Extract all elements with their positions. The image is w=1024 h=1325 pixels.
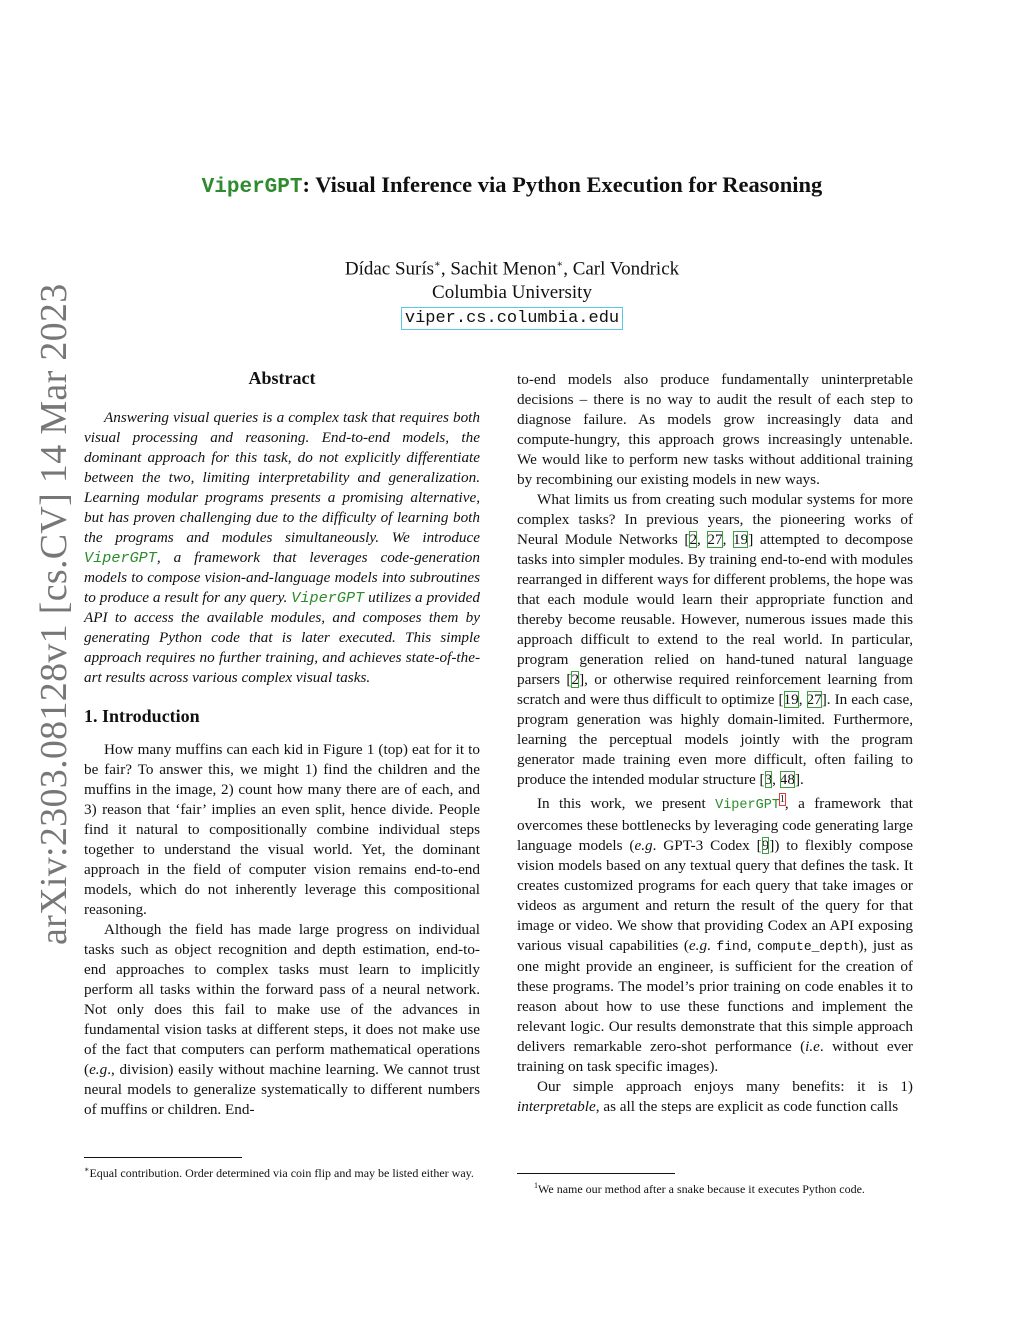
text-span: , a framework that overcomes these bottlenecks by leveraging code generating large language models ( bbox=[517, 795, 914, 855]
text-span: ], or otherwise required reinforcement learning from scratch and were thus difficult to optimize [ bbox=[517, 671, 913, 708]
text-span: ., division) easily without machine learning. We cannot trust neural models to generalize systematically to different numbers of muffins or children. End- bbox=[84, 1061, 480, 1118]
citation-link[interactable]: 3 bbox=[764, 771, 773, 788]
footnote-left bbox=[84, 1162, 480, 1181]
method-name: ViperGPT bbox=[715, 798, 780, 814]
footnote-right bbox=[534, 1178, 930, 1197]
method-name: ViperGPT bbox=[84, 549, 157, 567]
text-span: ]. In each case, program generation was highly domain-limited. Furthermore, learning the perceptual models jointly with the program generator made training even more difficult, often failing to produce the intended modular structure [ bbox=[517, 691, 913, 788]
citation-link[interactable]: 27 bbox=[707, 531, 723, 548]
abstract-heading: Abstract bbox=[248, 368, 316, 388]
text-span: e.g bbox=[688, 937, 708, 955]
text-span: . without ever training on task specific images). bbox=[517, 1038, 913, 1076]
left-column bbox=[84, 368, 480, 1120]
paper-title bbox=[0, 172, 1024, 199]
footnote-rule bbox=[517, 1173, 675, 1174]
citation-link[interactable]: 19 bbox=[783, 691, 799, 708]
author-block bbox=[0, 253, 1024, 330]
separator: , bbox=[563, 258, 573, 280]
footnote-link[interactable]: 1 bbox=[779, 794, 785, 805]
text-span: i.e bbox=[805, 1038, 820, 1056]
abstract-span: utilizes a provided API to access the available modules, and composes them by generating Python code that is later executed. This simple approach requires no further training, and achieves state-of-the-art results across various complex visual tasks. bbox=[84, 589, 480, 686]
citation-link[interactable]: 48 bbox=[779, 771, 795, 788]
citation-link[interactable]: 2 bbox=[571, 671, 580, 688]
text-span: e.g bbox=[89, 1061, 108, 1078]
text-span: What limits us from creating such modular systems for more complex tasks? In previous years, the pioneering works of Neural Module Networks [ bbox=[517, 491, 913, 548]
citation-link[interactable]: 9 bbox=[761, 837, 770, 855]
right-column bbox=[517, 370, 913, 1117]
code-identifier: find bbox=[716, 939, 748, 955]
intro-paragraph bbox=[517, 790, 913, 1077]
intro-paragraph: to-end models also produce fundamentally uninterpretable decisions – there is no way to audit the result of each step to diagnose failure. As models grow increasingly data and compute-hungry, this approach grows increasingly untenable. We would like to perform new tasks without additional training by recombining our existing models in new ways. bbox=[517, 371, 913, 488]
title-text: : Visual Inference via Python Execution for Reasoning bbox=[302, 172, 823, 197]
intro-paragraph bbox=[517, 1077, 913, 1117]
citation-link[interactable]: 19 bbox=[733, 531, 749, 548]
footnote-rule bbox=[84, 1157, 242, 1158]
arxiv-identifier: arXiv:2303.08128v1 [cs.CV] 14 Mar 2023 bbox=[33, 283, 75, 945]
footnote-mark: ∗ bbox=[84, 1165, 90, 1174]
text-span: Our simple approach enjoys many benefits: it is 1) bbox=[537, 1078, 913, 1096]
text-span: , as all the steps are explicit as code function calls bbox=[595, 1098, 899, 1116]
code-identifier: compute_depth bbox=[757, 939, 859, 955]
text-span: Although the field has made large progress on individual tasks such as object recognition and depth estimation, end-to-end approaches to complex tasks must learn to implicitly perform all tasks within the forward pass of a neural network. Not only does this fail to make use of the advances in fundamental vision tasks at different steps, it does not make use of the fact that computers can perform mathematical operations ( bbox=[84, 921, 480, 1078]
text-span: , bbox=[747, 937, 758, 955]
footnote-mark: 1 bbox=[534, 1181, 538, 1190]
author-name: Carl Vondrick bbox=[572, 258, 680, 280]
equal-contribution-mark: ∗ bbox=[556, 259, 564, 270]
intro-paragraph: What limits us from creating such modular systems for more complex tasks? In previous years, the pioneering works of Neural Module Networks [2, 27, 19] attempted to decompose tasks into simpler modules. By training end-to-end with modules rearranged in different ways for different problems, the hope was that each module would learn their appropriate function and thereby become reusable. However, numerous issues made this approach difficult to extend to the real world. In particular, program generation relied on hand-tuned natural language parsers [2], or otherwise required reinforcement learning from scratch and were thus difficult to optimize [19, 27]. In each case, program generation was highly domain-limited. Furthermore, learning the perceptual models jointly with the program generator made training even more difficult, often failing to produce the intended modular structure [3, 48]. bbox=[517, 491, 914, 788]
text-span: ]) to flexibly compose vision models based on any textual query that defines the task. It creates customized programs for each query that take images or videos as argument and return the result of the query for that image or video. We show that providing Codex an API exposing various visual capabilities ( bbox=[517, 837, 914, 955]
text-span: ] attempted to decompose tasks into simpler modules. By training end-to-end with modules rearranged in different ways for different problems, the hope was that each module would learn their appropriate function and thereby become reusable. However, numerous issues made this approach difficult to extend to the real world. In particular, program generation relied on hand-tuned natural language parsers [ bbox=[517, 531, 914, 688]
abstract-span: , a framework that leverages code-generation models to compose vision-and-language models into subroutines to produce a result for any query. bbox=[84, 549, 480, 606]
footnote-text: We name our method after a snake because it executes Python code. bbox=[538, 1182, 865, 1196]
text-span: ]. bbox=[794, 771, 804, 788]
text-span: ), just as one might provide an engineer, is sufficient for the creation of these programs. The model’s prior training on code enables it to reason about how to use these functions and implement the relevant logic. Our results demonstrate that this simple approach delivers remarkable zero-shot performance ( bbox=[517, 937, 914, 1056]
method-name: ViperGPT bbox=[291, 589, 365, 607]
abstract-text bbox=[84, 408, 480, 688]
equal-contribution-mark: ∗ bbox=[434, 259, 441, 270]
text-span: . GPT-3 Codex [ bbox=[652, 837, 762, 855]
footnote-text: Equal contribution. Order determined via coin flip and may be listed either way. bbox=[89, 1166, 474, 1180]
text-span: interpretable bbox=[517, 1098, 596, 1116]
author-list bbox=[0, 253, 1024, 281]
project-url-link[interactable]: viper.cs.columbia.edu bbox=[401, 307, 623, 330]
title-method-name: ViperGPT bbox=[201, 176, 303, 199]
section-heading-introduction: 1. Introduction bbox=[84, 706, 200, 726]
intro-paragraph bbox=[84, 920, 480, 1120]
citation-link[interactable]: 2 bbox=[689, 531, 698, 548]
separator: , bbox=[440, 258, 451, 280]
author-name: Dídac Surís bbox=[344, 258, 435, 280]
text-span: . bbox=[707, 937, 717, 955]
citation-link[interactable]: 27 bbox=[806, 691, 822, 708]
text-span: e.g bbox=[634, 837, 653, 855]
author-name: Sachit Menon bbox=[450, 258, 557, 280]
text-span: In this work, we present bbox=[537, 795, 716, 813]
intro-paragraph: How many muffins can each kid in Figure 1 (top) eat for it to be fair? To answer this, we might 1) find the children and the muffins in the image, 2) count how many there are of each, and 3) reason that ‘fair’ implies an even split, hence divide. People find it natural to compositionally combine individual steps together to understand the visual world. Yet, the dominant approach in the field of computer vision remains end-to-end models, which do not inherently leverage this compositional reasoning. bbox=[84, 741, 480, 918]
abstract-span: Answering visual queries is a complex task that requires both visual processing and reasoning. End-to-end models, the dominant approach for this task, do not explicitly differentiate between the two, limiting interpretability and generalization. Learning modular programs presents a promising alternative, but has proven challenging due to the difficulty of learning both the programs and modules simultaneously. We introduce bbox=[84, 409, 480, 546]
affiliation: Columbia University bbox=[432, 282, 592, 304]
